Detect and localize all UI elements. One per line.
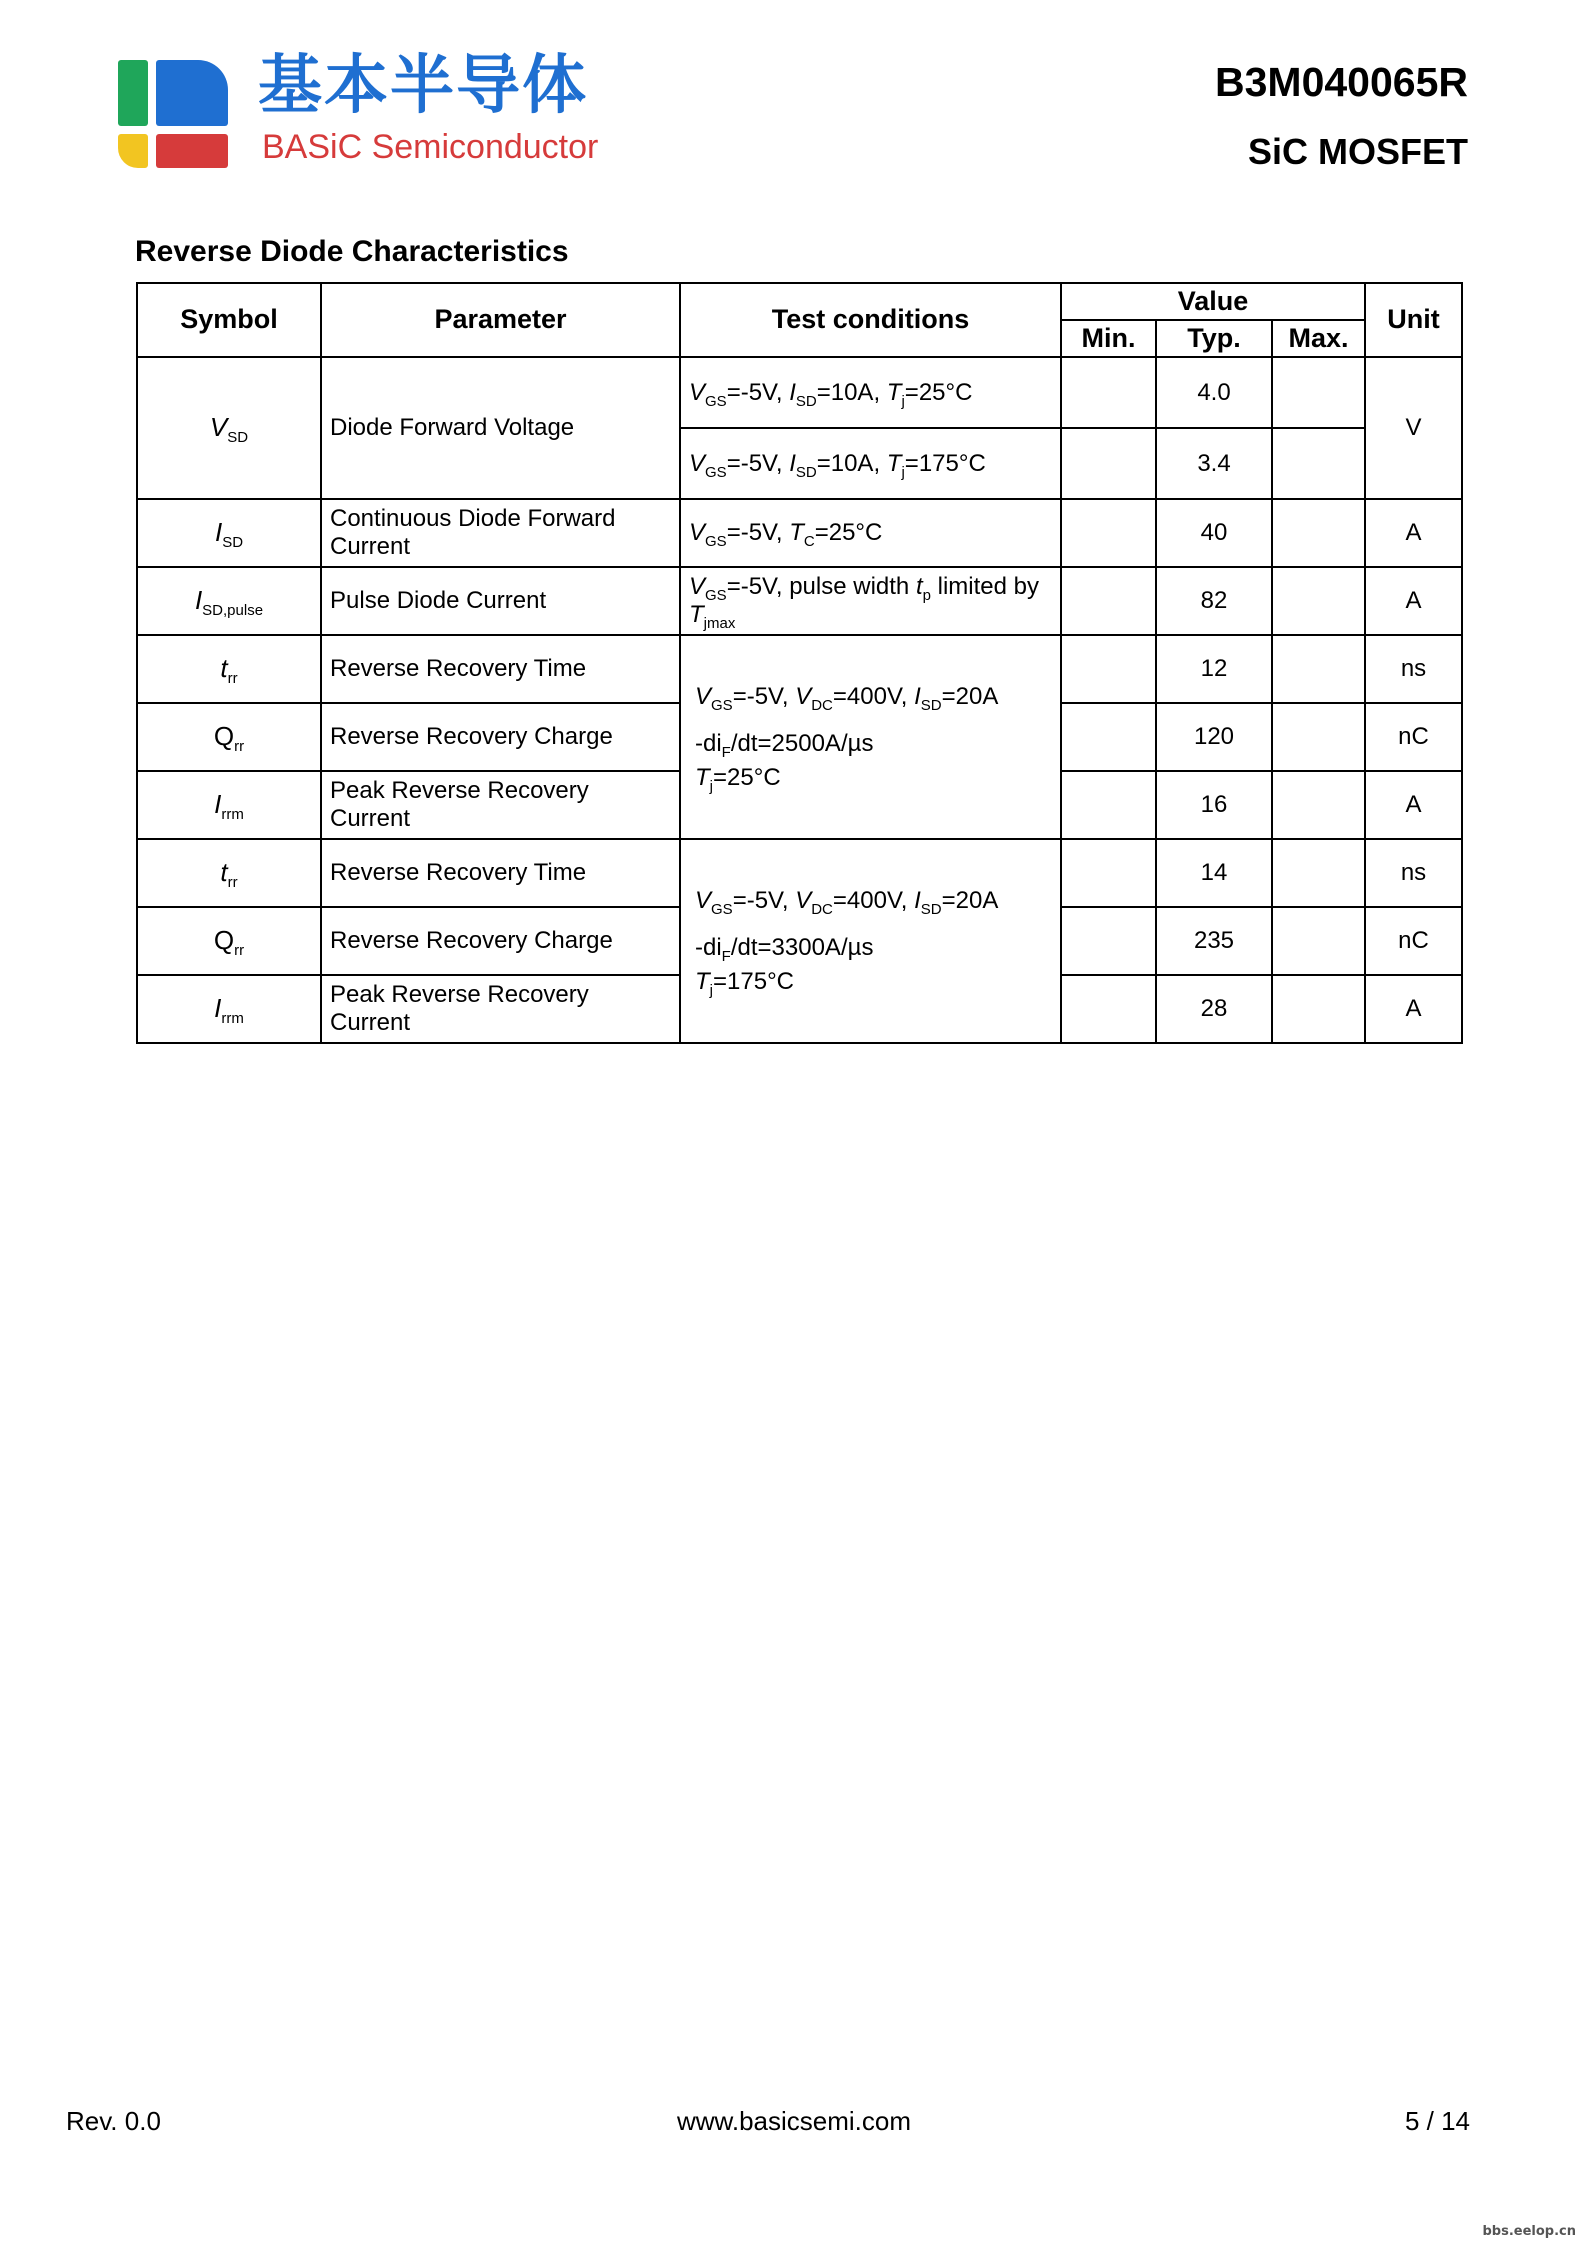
parameter-cell: Continuous Diode Forward Current: [321, 499, 680, 567]
min-cell: [1061, 635, 1156, 703]
table-row: [137, 357, 1462, 428]
unit-cell: A: [1365, 567, 1462, 635]
reverse-diode-table: [136, 282, 1463, 1044]
test-condition-cell: $V_{GS}=-5V$, $I_{SD}=10A$, $T_j=175^\circ C$: [680, 428, 1061, 499]
min-cell: [1061, 907, 1156, 975]
table-row: [137, 839, 1462, 907]
parameter-cell: Peak Reverse Recovery Current: [321, 771, 680, 839]
parameter-cell: Reverse Recovery Charge: [321, 907, 680, 975]
logo-green-block: [118, 60, 148, 126]
unit-cell: V: [1365, 357, 1462, 499]
min-cell: [1061, 567, 1156, 635]
min-cell: [1061, 357, 1156, 428]
brand-name-cn: 基本半导体: [258, 49, 588, 123]
parameter-cell: Pulse Diode Current: [321, 567, 680, 635]
parameter-cell: Peak Reverse Recovery Current: [321, 975, 680, 1043]
test-condition-cell: $V_{GS}=-5V$, $T_C=25^\circ C$: [680, 499, 1061, 567]
test-condition-cell: $V_{GS}=-5V$, $V_{DC}=400V$, $I_{SD}=20A$ $-di_F/dt=2500A/\mu s$ $T_j=25^\circ C$: [680, 635, 1061, 839]
unit-cell: nC: [1365, 907, 1462, 975]
typ-cell: 16: [1156, 771, 1272, 839]
watermark: bbs.eelop.cn: [1482, 2224, 1576, 2239]
symbol-cell: $I_{rrm}$: [137, 771, 321, 839]
table-row: [137, 635, 1462, 703]
unit-cell: nC: [1365, 703, 1462, 771]
table-row: [137, 499, 1462, 567]
parameter-cell: Reverse Recovery Time: [321, 839, 680, 907]
max-cell: [1272, 907, 1365, 975]
test-condition-cell: $V_{GS}=-5V$, $I_{SD}=10A$, $T_j=25^\circ C$: [680, 357, 1061, 428]
max-cell: [1272, 771, 1365, 839]
test-condition-cell: $V_{GS}=-5V$, pulse width $t_p$ limited by $T_{jmax}$: [680, 567, 1061, 635]
min-cell: [1061, 428, 1156, 499]
symbol-cell: $I_{SD}$: [137, 499, 321, 567]
header-value: Value: [1061, 283, 1365, 320]
table-row: [137, 567, 1462, 635]
symbol-cell: $V_{SD}$: [137, 357, 321, 499]
header-symbol: Symbol: [137, 283, 321, 357]
symbol-cell: $t_{rr}$: [137, 635, 321, 703]
header-test-conditions: Test conditions: [680, 283, 1061, 357]
header-parameter: Parameter: [321, 283, 680, 357]
header-min: Min.: [1061, 320, 1156, 357]
logo-red-block: [156, 134, 228, 168]
max-cell: [1272, 703, 1365, 771]
footer-website[interactable]: www.basicsemi.com: [676, 2106, 912, 2136]
part-number: B3M040065R: [1215, 59, 1468, 105]
max-cell: [1272, 635, 1365, 703]
parameter-cell: Reverse Recovery Charge: [321, 703, 680, 771]
typ-cell: 12: [1156, 635, 1272, 703]
symbol-cell: $Q_{rr}$: [137, 907, 321, 975]
min-cell: [1061, 975, 1156, 1043]
unit-cell: A: [1365, 975, 1462, 1043]
logo-yellow-block: [118, 134, 148, 168]
header-row: [137, 283, 1462, 320]
symbol-cell: $Q_{rr}$: [137, 703, 321, 771]
parameter-cell: Reverse Recovery Time: [321, 635, 680, 703]
typ-cell: 3.4: [1156, 428, 1272, 499]
footer-revision: Rev. 0.0: [66, 2106, 161, 2136]
typ-cell: 120: [1156, 703, 1272, 771]
part-type: SiC MOSFET: [1247, 131, 1468, 172]
typ-cell: 40: [1156, 499, 1272, 567]
unit-cell: A: [1365, 499, 1462, 567]
unit-cell: ns: [1365, 839, 1462, 907]
typ-cell: 28: [1156, 975, 1272, 1043]
min-cell: [1061, 499, 1156, 567]
test-condition-cell: $V_{GS}=-5V$, $V_{DC}=400V$, $I_{SD}=20A$ $-di_F/dt=3300A/\mu s$ $T_j=175^\circ C$: [680, 839, 1061, 1043]
symbol-cell: $I_{SD,pulse}$: [137, 567, 321, 635]
unit-cell: A: [1365, 771, 1462, 839]
typ-cell: 14: [1156, 839, 1272, 907]
typ-cell: 82: [1156, 567, 1272, 635]
parameter-cell: Diode Forward Voltage: [321, 357, 680, 499]
min-cell: [1061, 771, 1156, 839]
max-cell: [1272, 975, 1365, 1043]
unit-cell: ns: [1365, 635, 1462, 703]
symbol-cell: $t_{rr}$: [137, 839, 321, 907]
min-cell: [1061, 839, 1156, 907]
min-cell: [1061, 703, 1156, 771]
max-cell: [1272, 357, 1365, 428]
header-typ: Typ.: [1156, 320, 1272, 357]
max-cell: [1272, 428, 1365, 499]
section-title: Reverse Diode Characteristics: [135, 235, 569, 268]
brand-name-en: BASiC Semiconductor: [262, 128, 599, 166]
symbol-cell: $I_{rrm}$: [137, 975, 321, 1043]
header-unit: Unit: [1365, 283, 1462, 357]
company-logo: [118, 60, 228, 168]
typ-cell: 235: [1156, 907, 1272, 975]
logo-blue-block: [156, 60, 228, 126]
header-max: Max.: [1272, 320, 1365, 357]
max-cell: [1272, 499, 1365, 567]
max-cell: [1272, 567, 1365, 635]
typ-cell: 4.0: [1156, 357, 1272, 428]
max-cell: [1272, 839, 1365, 907]
footer-page-number: 5 / 14: [1404, 2106, 1470, 2136]
